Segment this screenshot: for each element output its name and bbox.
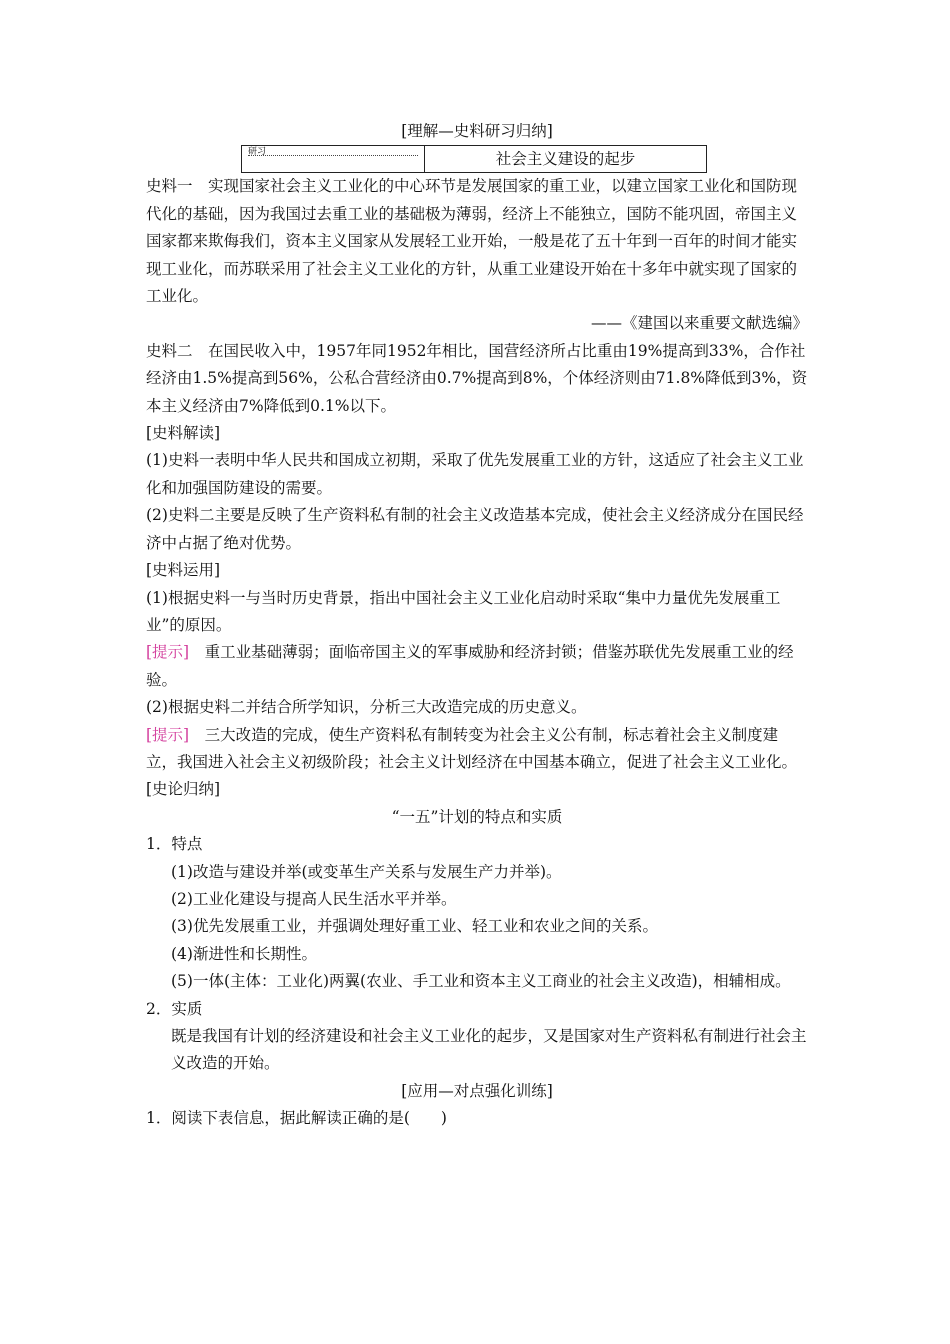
source-1-text: 实现国家社会主义工业化的中心环节是发展国家的重工业，以建立国家工业化和国防现代化的基础，因为我国过去重工业的基础极为薄弱，经济上不能独立，国防不能巩固，帝国主义国家都来欺侮我们，资本主义国家从发展轻工业开始，一般是花了五十年到一百年的时间才能实现工业化，而苏联采用了社会主义工业化的方针，从重工业建设开始在十多年中就实现了国家的工业化。 — [146, 177, 798, 306]
application-question-1: (1)根据史料一与当时历史背景，指出中国社会主义工业化启动时采取“集中力量优先发展重工业”的原因。 — [146, 588, 781, 634]
source-1-citation: ——《建国以来重要文献选编》 — [590, 314, 808, 333]
topic-title-box — [241, 145, 707, 173]
practice-header: [应用—对点强化训练] — [401, 1081, 553, 1100]
hint-2-text: 三大改造的完成，使生产资料私有制转变为社会主义公有制，标志着社会主义制度建立，我国进入社会主义初级阶段；社会主义计划经济在中国基本确立，促进了社会主义工业化。 — [146, 725, 798, 771]
feature-3: (3)优先发展重工业，并强调处理好重工业、轻工业和农业之间的关系。 — [171, 917, 658, 936]
summary-title: “一五”计划的特点和实质 — [391, 807, 563, 826]
hint-1-paragraph — [146, 639, 808, 694]
hint-1-label: [提示] — [146, 643, 190, 662]
hint-2-label: [提示] — [146, 725, 190, 744]
dotted-line — [248, 155, 418, 156]
feature-2: (2)工业化建设与提高人民生活水平并举。 — [171, 889, 457, 908]
source-2-paragraph — [146, 338, 808, 420]
application-heading: [史料运用] — [146, 561, 221, 580]
topic-tag-cell — [242, 146, 425, 172]
source-1-paragraph — [146, 173, 808, 310]
interpretation-item-2: (2)史料二主要是反映了生产资料私有制的社会主义改造基本完成，使社会主义经济成分在国民经济中占据了绝对优势。 — [146, 506, 804, 552]
summary-point-1: 1．特点 — [146, 835, 203, 854]
interpretation-item-1: (1)史料一表明中华人民共和国成立初期，采取了优先发展重工业的方针，这适应了社会主义工业化和加强国防建设的需要。 — [146, 451, 804, 497]
section-header: [理解—史料研习归纳] — [401, 122, 553, 140]
topic-title: 社会主义建设的起步 — [495, 150, 636, 169]
hint-2-paragraph — [146, 722, 808, 777]
summary-heading: [史论归纳] — [146, 780, 221, 799]
topic-tag: 研习 — [248, 147, 267, 158]
summary-point-2: 2．实质 — [146, 999, 203, 1018]
interpretation-heading: [史料解读] — [146, 424, 221, 443]
source-2-text: 在国民收入中，1957年同1952年相比，国营经济所占比重由19%提高到33%，合作社经济由1.5%提高到56%，公私合营经济由0.7%提高到8%，个体经济则由71.8%降低到3%，资本主义经济由7%降低到0.1%以下。 — [146, 341, 808, 415]
hint-1-text: 重工业基础薄弱；面临帝国主义的军事威胁和经济封锁；借鉴苏联优先发展重工业的经验。 — [146, 643, 794, 689]
feature-1: (1)改造与建设并举(或变革生产关系与发展生产力并举)。 — [171, 862, 562, 881]
source-2-label: 史料二 — [146, 341, 193, 360]
essence-text: 既是我国有计划的经济建设和社会主义工业化的起步，又是国家对生产资料私有制进行社会主义改造的开始。 — [171, 1027, 807, 1073]
feature-5: (5)一体(主体：工业化)两翼(农业、手工业和资本主义工商业的社会主义改造)，相辅相成。 — [171, 972, 791, 991]
source-1-label: 史料一 — [146, 177, 193, 196]
page-content — [146, 118, 808, 1133]
practice-question-1: 1．阅读下表信息，据此解读正确的是( ) — [146, 1109, 447, 1128]
application-question-2: (2)根据史料二并结合所学知识，分析三大改造完成的历史意义。 — [146, 698, 587, 717]
feature-4: (4)渐进性和长期性。 — [171, 944, 317, 963]
